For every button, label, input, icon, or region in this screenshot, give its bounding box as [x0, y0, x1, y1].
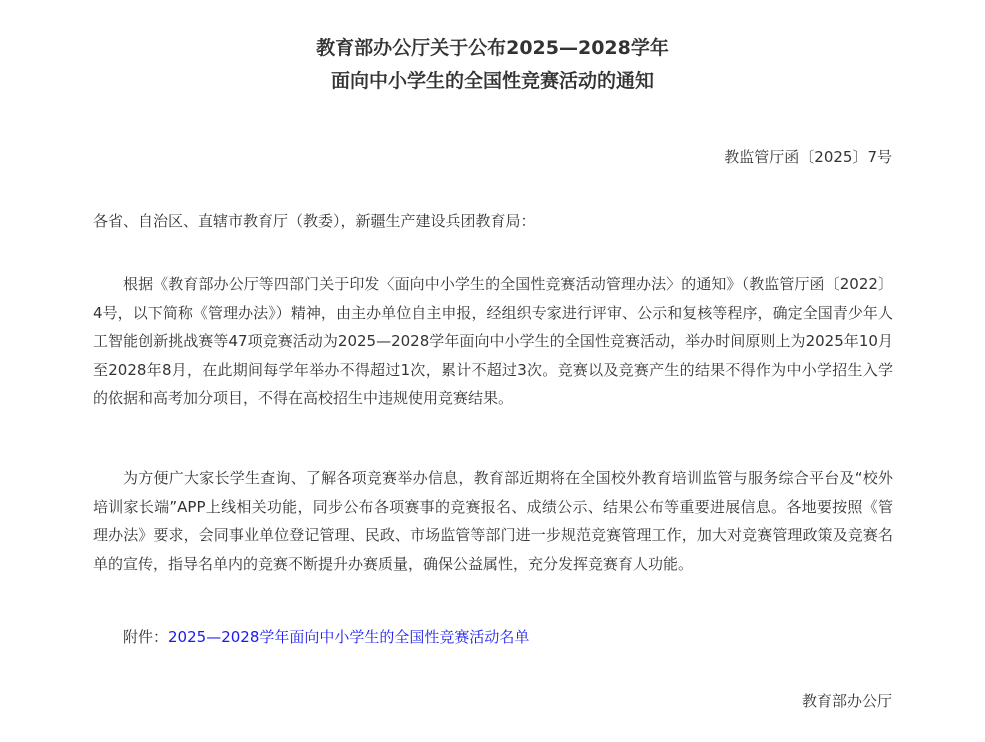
attachment-label: 附件： — [123, 628, 169, 646]
document-title-line1: 教育部办公厅关于公布2025—2028学年 — [316, 37, 669, 59]
signature: 教育部办公厅 — [801, 692, 892, 710]
document-title-line2: 面向中小学生的全国性竞赛活动的通知 — [330, 70, 654, 92]
attachment-link[interactable]: 2025—2028学年面向中小学生的全国性竞赛活动名单 — [168, 628, 530, 646]
body-paragraph-1: 根据《教育部办公厅等四部门关于印发〈面向中小学生的全国性竞赛活动管理办法〉的通知》（教监管厅函〔2022〕4号，以下简称《管理办法》）精神，由主办单位自主申报，经组织专家进行评审、公示和复核等程序，确定全国青少年人工智能创新挑战赛等47项竞赛活动为2025—2028学年面向中小学生的全国性竞赛活动，举办时间原则上为2025年10月至2028年8月，在此期间每学年举办不得超过1次，累计不超过3次。竞赛以及竞赛产生的结果不得作为中小学招生入学的依据和高考加分项目，不得在高校招生中违规使用竞赛结果。 — [93, 275, 893, 407]
attachment-line — [123, 625, 529, 649]
addressee-line: 各省、自治区、直辖市教育厅（教委），新疆生产建设兵团教育局： — [93, 212, 536, 230]
document-number: 教监管厅函〔2025〕7号 — [724, 148, 892, 166]
body-paragraph-2: 为方便广大家长学生查询、了解各项竞赛举办信息，教育部近期将在全国校外教育培训监管与服务综合平台及“校外培训家长端”APP上线相关功能，同步公布各项赛事的竞赛报名、成绩公示、结果公布等重要进展信息。各地要按照《管理办法》要求，会同事业单位登记管理、民政、市场监管等部门进一步规范竞赛管理工作，加大对竞赛管理政策及竞赛名单的宣传，指导名单内的竞赛不断提升办赛质量，确保公益属性，充分发挥竞赛育人功能。 — [93, 469, 893, 573]
